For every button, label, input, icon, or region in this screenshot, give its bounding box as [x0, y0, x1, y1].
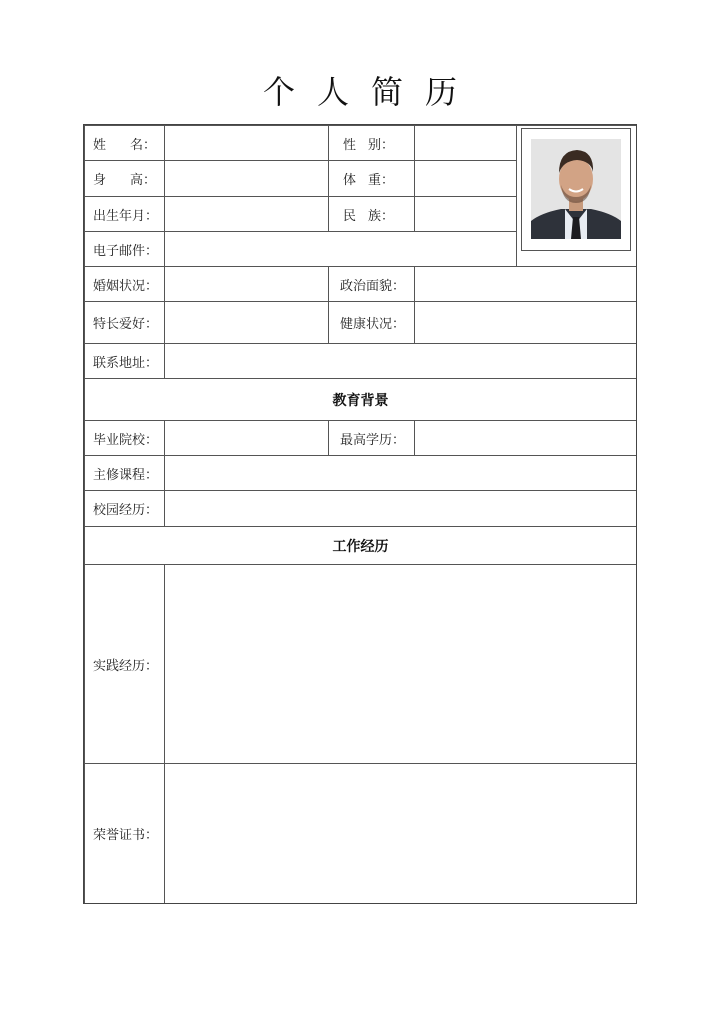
courses-label: 主修课程：	[84, 455, 165, 491]
height-field[interactable]	[164, 160, 329, 197]
health-label: 健康状况：	[328, 301, 415, 344]
courses-field[interactable]	[164, 455, 637, 491]
height-label: 身 高：	[84, 160, 165, 197]
health-field[interactable]	[414, 301, 637, 344]
political-label: 政治面貌：	[328, 266, 415, 302]
weight-label: 体 重：	[328, 160, 415, 197]
practice-field[interactable]	[164, 564, 637, 764]
email-label: 电子邮件：	[84, 231, 165, 267]
marital-field[interactable]	[164, 266, 329, 302]
ethnicity-field[interactable]	[414, 196, 517, 232]
work-section-header: 工作经历	[84, 526, 637, 565]
school-field[interactable]	[164, 420, 329, 456]
hobby-field[interactable]	[164, 301, 329, 344]
gender-field[interactable]	[414, 125, 517, 161]
address-label: 联系地址：	[84, 343, 165, 379]
degree-field[interactable]	[414, 420, 637, 456]
birth-label: 出生年月：	[84, 196, 165, 232]
honors-label: 荣誉证书：	[84, 763, 165, 904]
practice-label: 实践经历：	[84, 564, 165, 764]
hobby-label: 特长爱好：	[84, 301, 165, 344]
campus-label: 校园经历：	[84, 490, 165, 527]
birth-field[interactable]	[164, 196, 329, 232]
degree-label: 最高学历：	[328, 420, 415, 456]
ethnicity-label: 民 族：	[328, 196, 415, 232]
person-photo-icon	[531, 139, 621, 239]
education-section-header: 教育背景	[84, 378, 637, 421]
honors-field[interactable]	[164, 763, 637, 904]
weight-field[interactable]	[414, 160, 517, 197]
photo-frame	[521, 128, 631, 251]
page-title: 个人简历	[262, 73, 479, 111]
address-field[interactable]	[164, 343, 637, 379]
school-label: 毕业院校：	[84, 420, 165, 456]
campus-field[interactable]	[164, 490, 637, 527]
email-field[interactable]	[164, 231, 517, 267]
profile-photo[interactable]	[531, 139, 621, 239]
political-field[interactable]	[414, 266, 637, 302]
marital-label: 婚姻状况：	[84, 266, 165, 302]
gender-label: 性 别：	[328, 125, 415, 161]
name-field[interactable]	[164, 125, 329, 161]
name-label: 姓 名：	[84, 125, 165, 161]
